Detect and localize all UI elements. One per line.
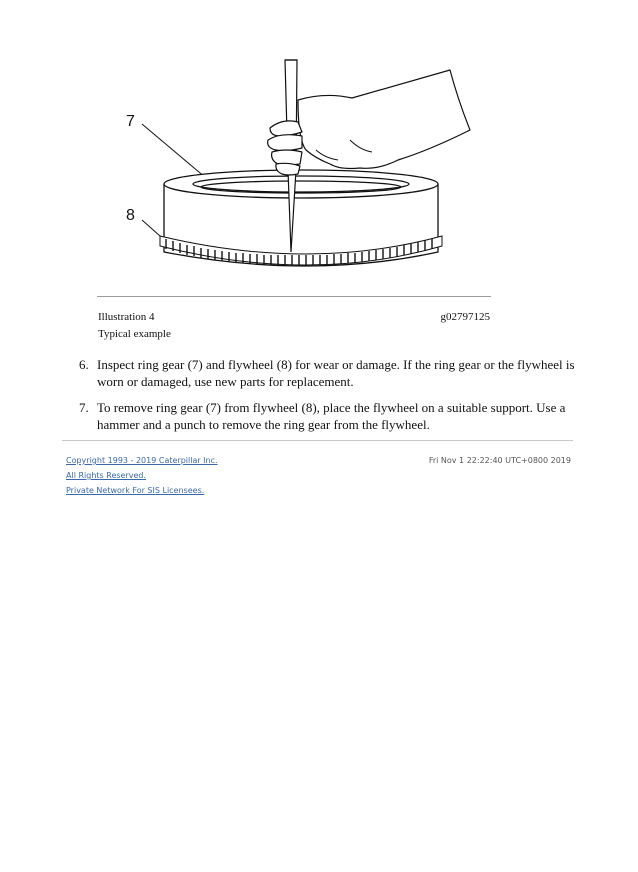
step-number: 6. <box>79 357 89 372</box>
step-text: Inspect ring gear (7) and flywheel (8) for wear or damage. If the ring gear or the flywheel is worn or damaged, use new parts for replacement. <box>97 357 575 389</box>
callout-7: 7 <box>126 113 135 130</box>
illustration-description: Typical example <box>98 328 171 340</box>
procedure-steps <box>79 356 579 442</box>
footer-timestamp: Fri Nov 1 22:22:40 UTC+0800 2019 <box>428 456 571 465</box>
step-6 <box>79 356 579 390</box>
step-number: 7. <box>79 400 89 415</box>
illustration-id: g02797125 <box>440 311 490 323</box>
illustration-title: Illustration 4 <box>98 311 155 323</box>
callout-8: 8 <box>126 207 135 224</box>
step-text: To remove ring gear (7) from flywheel (8), place the flywheel on a suitable support. Use a hammer and a punch to remove the ring gear from the flywheel. <box>97 400 566 432</box>
step-7 <box>79 399 579 433</box>
copyright-link[interactable]: Copyright 1993 - 2019 Caterpillar Inc. <box>66 456 218 465</box>
rights-link[interactable]: All Rights Reserved. <box>66 471 147 480</box>
private-network-link[interactable]: Private Network For SIS Licensees. <box>66 486 205 495</box>
flywheel-illustration <box>120 40 500 280</box>
illustration-divider <box>97 296 491 297</box>
footer-divider <box>62 440 573 441</box>
